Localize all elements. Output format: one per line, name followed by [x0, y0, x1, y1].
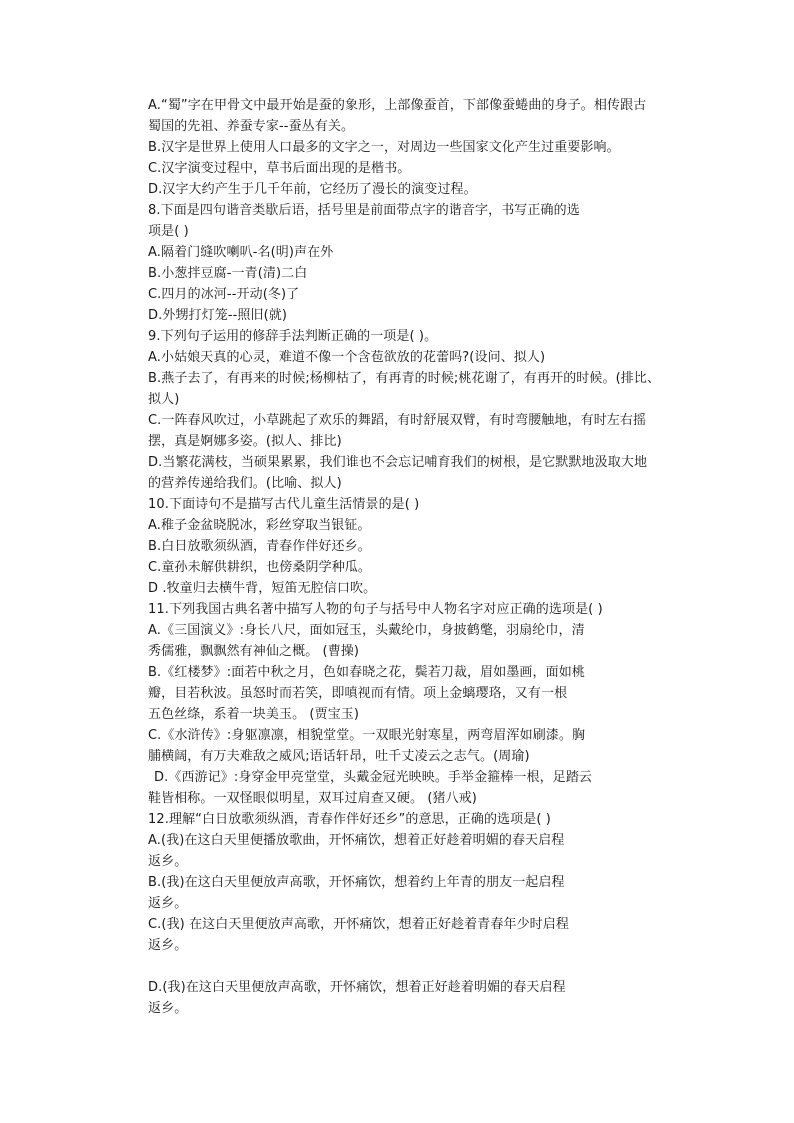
- text-line: 返乡。: [148, 896, 188, 911]
- text-line: 鞋皆相称。一双怪眼似明星，双耳过肩查又硬。 (猪八戒): [148, 791, 477, 806]
- text-line: 返乡。: [148, 1001, 188, 1016]
- question-8: 8.下面是四句谐音类歇后语，括号里是前面带点字的谐音字，书写正确的选: [148, 203, 580, 218]
- text-line: A.“蜀”字在甲骨文中最开始是蚕的象形，上部像蚕首，下部像蚕蜷曲的身子。相传跟古: [148, 98, 647, 113]
- text-line: A.稚子金盆晓脱冰，彩丝穿取当银钲。: [148, 518, 371, 533]
- text-line: B.燕子去了，有再来的时候;杨柳枯了，有再青的时候;桃花谢了，有再开的时候。(排比、: [148, 371, 661, 386]
- text-line: 返乡。: [148, 854, 188, 869]
- text-line: A.《三国演义》:身长八尺，面如冠玉，头戴纶巾，身披鹤氅，羽扇纶巾，清: [148, 623, 585, 638]
- text-line: 秀儒雅，飘飘然有神仙之概。 (曹操): [148, 644, 360, 659]
- text-line: 蜀国的先祖、养蚕专家--蚕丛有关。: [148, 119, 355, 134]
- question-11: 11.下列我国古典名著中描写人物的句子与括号中人物名字对应正确的选项是( ): [148, 602, 603, 617]
- text-line: D.外甥打灯笼--照旧(就): [148, 308, 288, 323]
- question-12: 12.理解“白日放歌须纵酒，青春作伴好还乡”的意思，正确的选项是( ): [148, 812, 551, 827]
- text-line: 瓣，目若秋波。虽怒时而若笑，即嗔视而有情。项上金螭璎珞，又有一根: [148, 686, 568, 701]
- text-line: D .牧童归去横牛背，短笛无腔信口吹。: [148, 581, 377, 596]
- text-line: D.当繁花满枝，当硕果累累，我们谁也不会忘记哺育我们的树根，是它默默地汲取大地: [148, 455, 648, 470]
- text-line: D.汉字大约产生于几千年前，它经历了漫长的演变过程。: [148, 182, 477, 197]
- text-line: 摆，真是婀娜多姿。(拟人、排比): [148, 434, 342, 449]
- text-line: 项是( ): [148, 224, 189, 239]
- text-line: C.四月的冰河--开动(冬)了: [148, 287, 300, 302]
- text-line: D.《西游记》:身穿金甲亮堂堂，头戴金冠光映映。手举金箍棒一根，足踏云: [154, 770, 593, 785]
- text-line: A.小姑娘天真的心灵，难道不像一个含苞欲放的花蕾吗?(设问、拟人): [148, 350, 546, 365]
- text-line: C.一阵春风吹过，小草跳起了欢乐的舞蹈，有时舒展双臂，有时弯腰触地，有时左右摇: [148, 413, 647, 428]
- text-line: B.白日放歌须纵酒，青春作伴好还乡。: [148, 539, 371, 554]
- text-line: C.汉字演变过程中，草书后面出现的是楷书。: [148, 161, 411, 176]
- question-9: 9.下列句子运用的修辞手法判断正确的一项是( )。: [148, 329, 438, 344]
- text-line: A.(我)在这白天里便播放歌曲，开怀痛饮，想着正好趁着明媚的春天启程: [148, 833, 565, 848]
- text-line: D.(我)在这白天里便放声高歌，开怀痛饮，想着正好趁着明媚的春天启程: [148, 980, 566, 995]
- text-line: 脯横阔，有万夫难敌之威风;语话轩昂，吐千丈凌云之志气。(周瑜): [148, 749, 530, 764]
- question-10: 10.下面诗句不是描写古代儿童生活情景的是( ): [148, 497, 420, 512]
- text-line: A.隔着门缝吹喇叭-名(明)声在外: [148, 245, 334, 260]
- text-line: B.《红楼梦》:面若中秋之月，色如春晓之花，鬓若刀裁，眉如墨画，面如桃: [148, 665, 585, 680]
- text-line: B.汉字是世界上使用人口最多的文字之一，对周边一些国家文化产生过重要影响。: [148, 140, 620, 155]
- text-line: C.童孙未解供耕织，也傍桑阴学种瓜。: [148, 560, 372, 575]
- text-line: C.(我) 在这白天里便放声高歌，开怀痛饮，想着正好趁着青春年少时启程: [148, 917, 569, 932]
- text-line: 拟人): [148, 392, 180, 407]
- text-line: 五色丝绦，系着一块美玉。 (贾宝玉): [148, 707, 360, 722]
- text-line: B.小葱拌豆腐-一青(清)二白: [148, 266, 308, 281]
- text-line: B.(我)在这白天里便放声高歌，开怀痛饮，想着约上年青的朋友一起启程: [148, 875, 565, 890]
- text-line: 的营养传递给我们。(比喻、拟人): [148, 476, 342, 491]
- text-line: C.《水浒传》:身躯凛凛，相貌堂堂。一双眼光射寒星，两弯眉浑如刷漆。胸: [148, 728, 586, 743]
- text-line: 返乡。: [148, 938, 188, 953]
